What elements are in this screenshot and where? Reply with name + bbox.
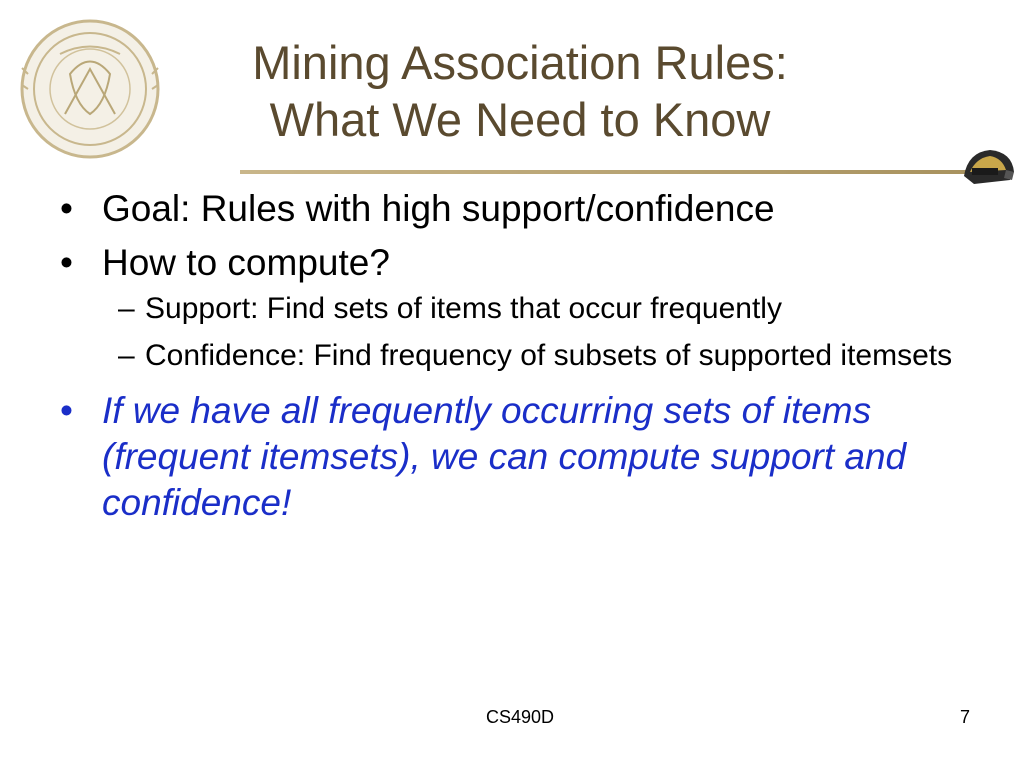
title-line-2: What We Need to Know <box>269 93 771 146</box>
bullet-marker: • <box>60 390 73 431</box>
bullet-marker: • <box>60 242 73 283</box>
title-divider <box>240 170 978 174</box>
sub-bullet-marker: – <box>118 292 135 325</box>
sub-bullet-text: Support: Find sets of items that occur frequently <box>145 292 782 325</box>
slide-title <box>200 34 840 148</box>
sub-bullet-marker: – <box>118 339 135 372</box>
page-number: 7 <box>959 707 970 727</box>
sub-bullet-support <box>60 290 980 327</box>
highlight-text: If we have all frequently occurring sets of items (frequent itemsets), we can compute support and confidence! <box>102 390 907 523</box>
slide-body <box>60 188 980 538</box>
bullet-text: How to compute? <box>102 242 390 283</box>
footer-course: CS490D <box>485 707 555 727</box>
sub-bullet-text: Confidence: Find frequency of subsets of supported itemsets <box>145 339 953 372</box>
bullet-highlight <box>60 388 980 526</box>
purdue-seal-logo <box>10 14 170 164</box>
bullet-how-to-compute <box>60 242 980 284</box>
bullet-text: Goal: Rules with high support/confidence <box>102 188 775 229</box>
purdue-helmet-logo <box>960 146 1018 190</box>
bullet-marker: • <box>60 188 73 229</box>
sub-bullet-confidence <box>60 337 980 374</box>
bullet-goal <box>60 188 980 230</box>
title-line-1: Mining Association Rules: <box>252 36 788 89</box>
